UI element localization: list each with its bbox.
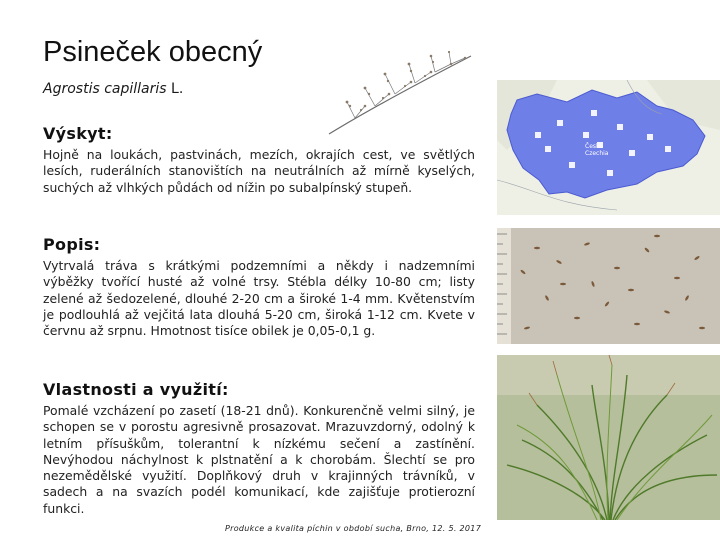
latin-binomial: Agrostis capillaris <box>43 81 167 97</box>
page-title: Psineček obecný <box>43 36 263 68</box>
section-heading-properties: Vlastnosti a využití: <box>43 380 229 399</box>
section-text-occurrence: Hojně na loukách, pastvinách, mezích, okrajích cest, ve světlých lesích, ruderálních stanovištích na neutrálních až mírně kyselých, suchých až vlhkých půdách od nížin po subalpínský stupeň. <box>43 147 475 195</box>
footer-citation: Produkce a kvalita píchin v období sucha, Brno, 12. 5. 2017 <box>225 524 482 533</box>
section-heading-occurrence: Výskyt: <box>43 124 113 143</box>
section-text-properties: Pomalé vzcházení po zasetí (18-21 dnů). Konkurenčně velmi silný, je schopen se v porostu agresivně prosazovat. Mrazuvzdorný, odolný k letním přísuškům, tolerantní k nízkému sečení a zastínění. Nevýhodou náchylnost k plstnatění a k chorobám. Šlechtí se pro nezemědělské využití. Doplňkový druh v krajinných trávníků, v sadech a na svazích podél komunikací, kde zajišťuje protierozní funkci. <box>43 403 475 516</box>
map-label-english: Czechia <box>585 150 609 157</box>
distribution-map <box>497 80 720 215</box>
latin-name <box>43 81 183 97</box>
section-heading-description: Popis: <box>43 235 101 254</box>
grass-tussock-photo <box>497 355 720 520</box>
seeds-photo <box>497 228 720 344</box>
map-label-czech: Česko <box>585 143 603 150</box>
latin-author: L. <box>171 81 184 97</box>
section-text-description: Vytrvalá tráva s krátkými podzemními a někdy i nadzemními výběžky tvořící husté až volné trsy. Stébla délky 10-80 cm; listy zelené až šedozelené, dlouhé 2-20 cm a široké 1-4 mm. Květenstvím je podlouhlá až vejčitá lata dlouhá 5-20 cm, široká 1-12 cm. Kvete v červnu až srpnu. Hmotnost tisíce obilek je 0,05-0,1 g. <box>43 258 475 339</box>
grass-panicle-illustration <box>325 50 475 136</box>
